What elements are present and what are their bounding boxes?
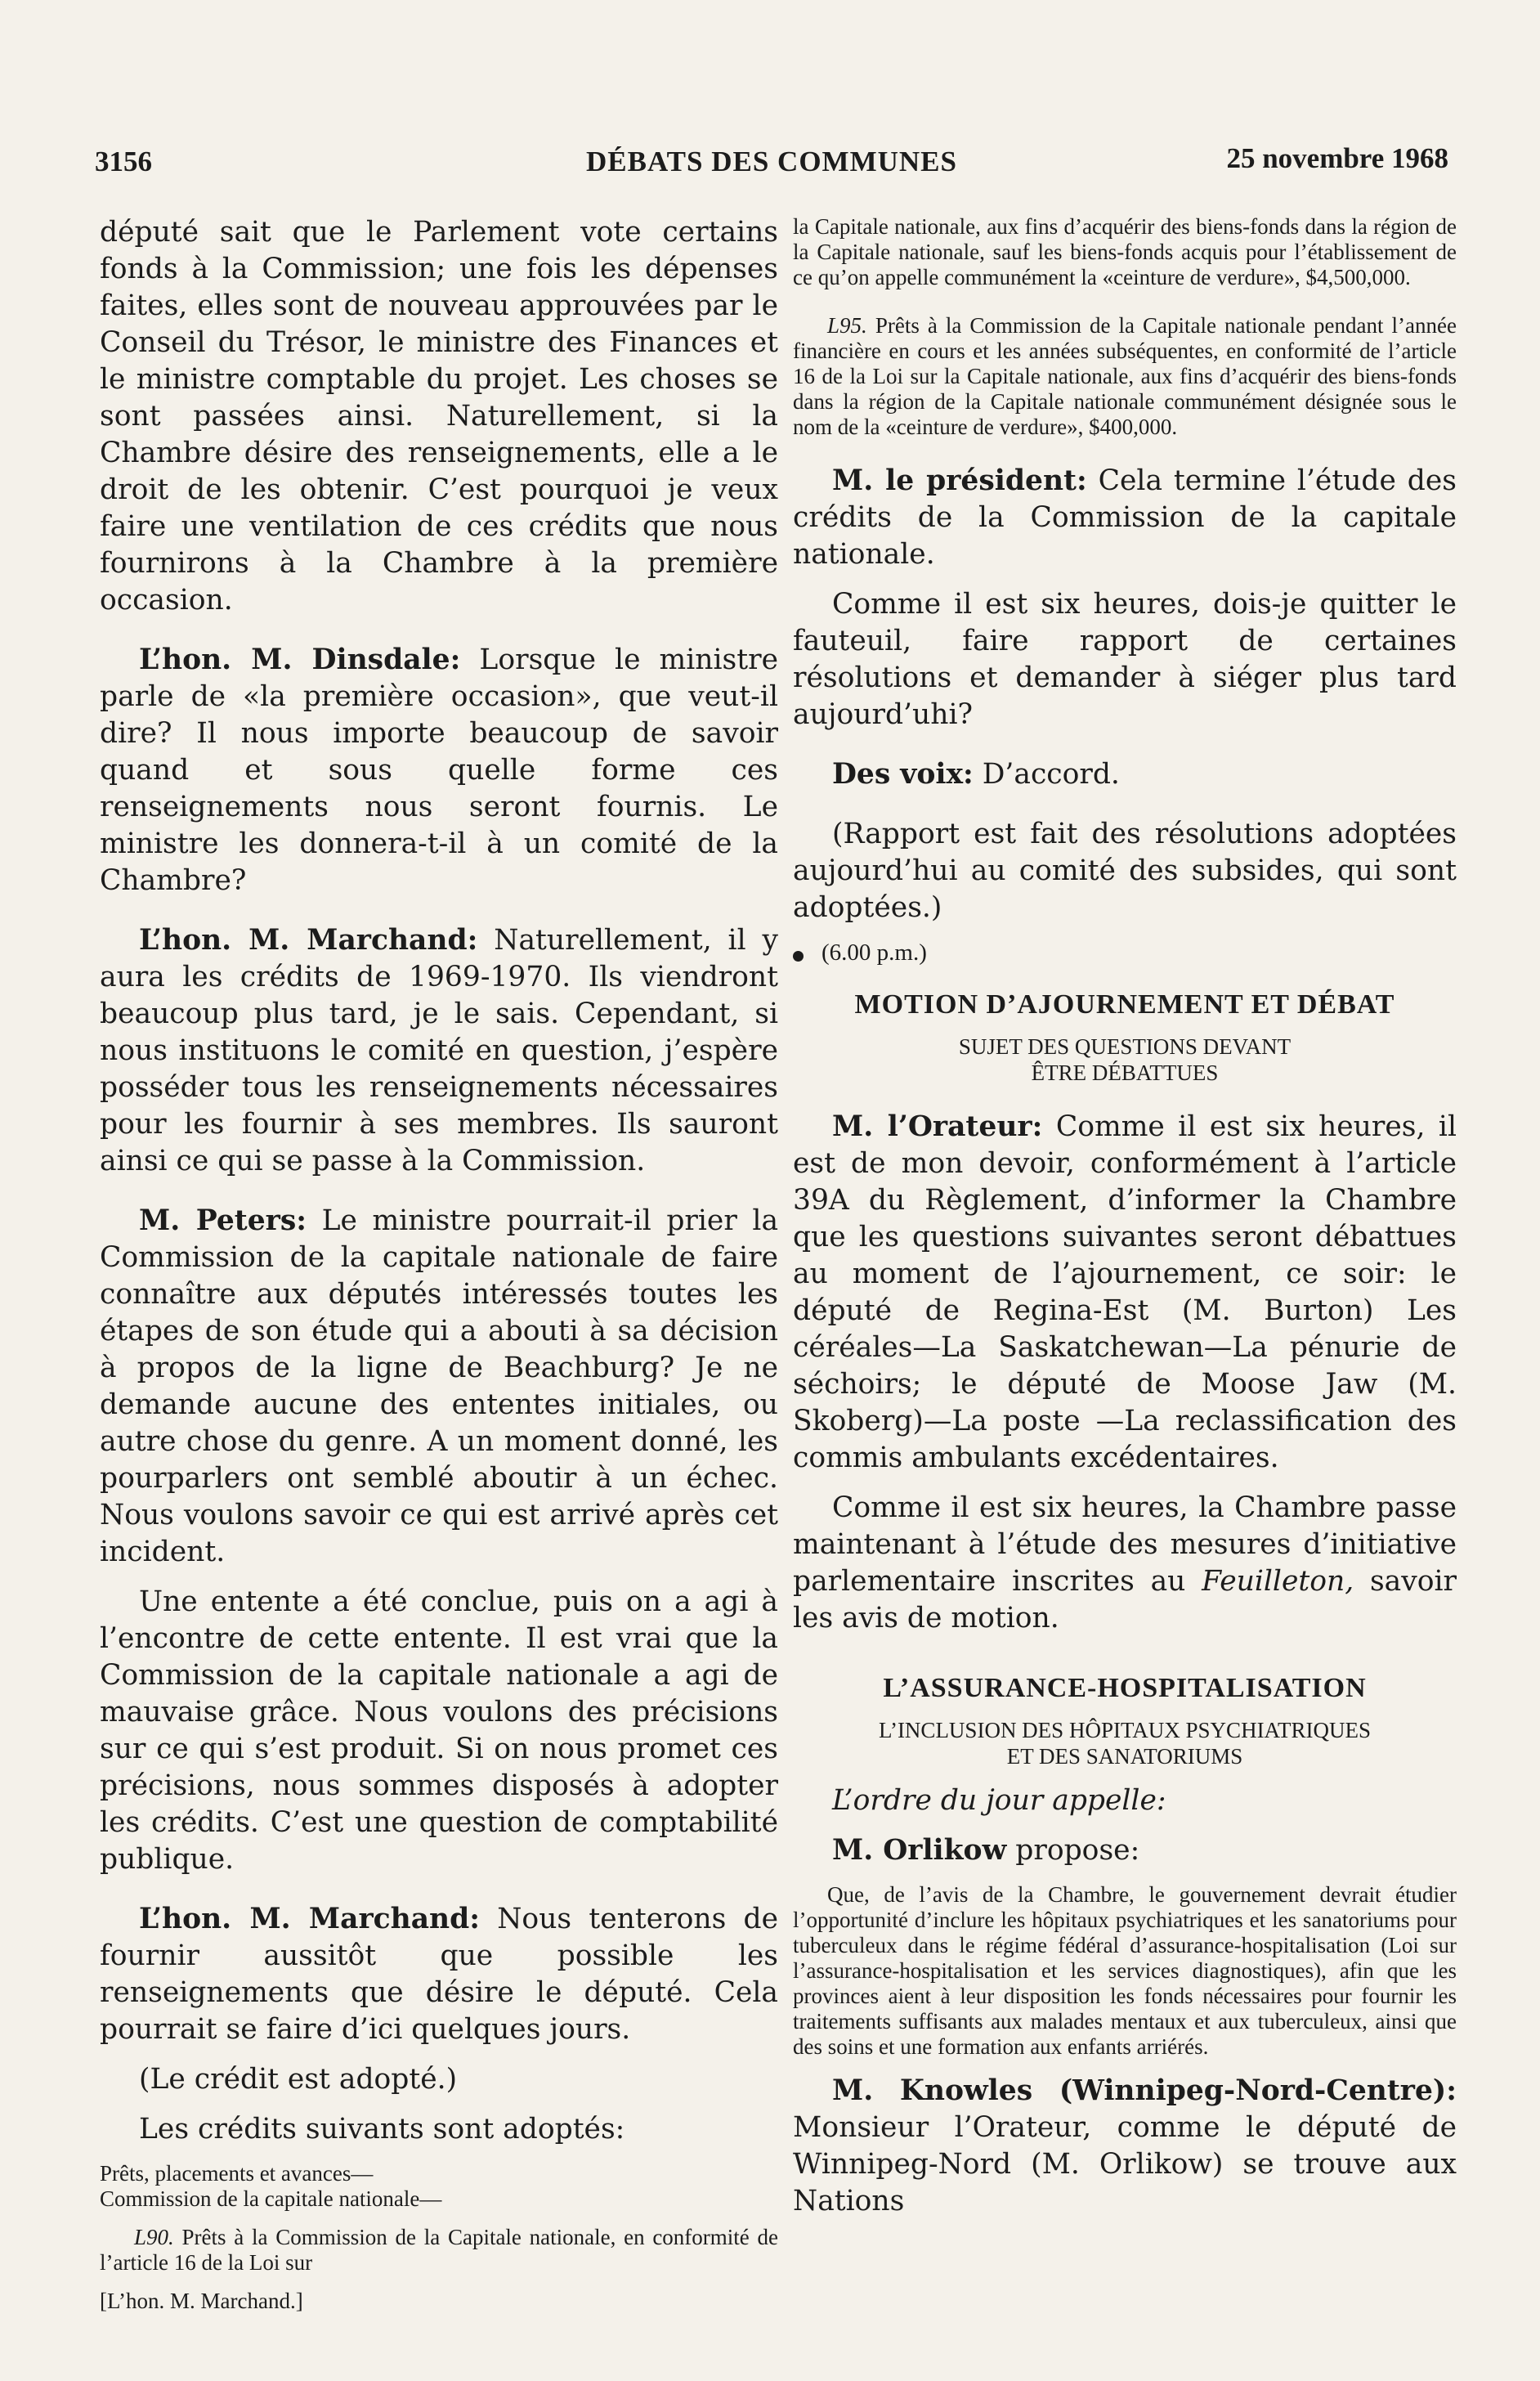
speech-dinsdale: L’hon. M. Dinsdale: Lorsque le ministre parle de «la première occasion», que veut-il dire? Il nous importe beaucoup de savoir quand et sous quelle forme ces renseignements nous seront fournis. Le ministre les donnera-t-il à un comité de la Chambre? [100, 643, 779, 897]
right-column [793, 214, 1457, 2220]
page-date: 25 novembre 1968 [1226, 142, 1448, 174]
speech-president: M. le président: Cela termine l’étude des crédits de la Commission de la capitale nationale. [793, 464, 1457, 571]
speech-peters-cont: Une entente a été conclue, puis on a agi à l’encontre de cette entente. Il est vrai que la Commission de la capitale nationale a agi de mauvaise grâce. Nous voulons des précisions sur ce qui s’est produit. Si on nous promet ces précisions, nous sommes disposés à adopter les crédits. C’est une question de comptabilité publique. [100, 1585, 778, 1876]
speech-marchand-1: L’hon. M. Marchand: Naturellement, il y aura les crédits de 1969-1970. Ils viendront beaucoup plus tard, je le sais. Cependant, si nous instituons le comité en question, j’espère posséder tous les renseignements nécessaires pour les fournir à ses membres. Ils sauront ainsi ce qui se passe à la Commission. [100, 924, 778, 1177]
bullet-icon [793, 951, 804, 962]
speech-knowles: M. Knowles (Winnipeg-Nord-Centre): Monsieur l’Orateur, comme le député de Winnipeg-Nord (M. Orlikow) se trouve aux Nations [793, 2074, 1457, 2217]
section-heading-assurance: L’ASSURANCE-HOSPITALISATION [883, 1673, 1367, 1703]
speaker-name: M. Orlikow [832, 1834, 1007, 1867]
vote-l90-cont: la Capitale nationale, aux fins d’acquérir des biens-fonds dans la région de la Capitale nationale, sauf les biens-fonds acquis pour l’établissement de ce qu’on appelle communément la «ceinture de verdure», $4,500,000. [793, 214, 1457, 289]
subheading-inclusion-1: L’INCLUSION DES HÔPITAUX PSYCHIATRIQUES [878, 1718, 1372, 1742]
speaker-name: M. le président: [832, 464, 1087, 497]
section-heading-motion: MOTION D’AJOURNEMENT ET DÉBAT [854, 989, 1395, 1020]
page-header [95, 139, 1448, 188]
speaker-name: L’hon. M. Marchand: [139, 1903, 481, 1935]
vote-l90: L90. Prêts à la Commission de la Capitale nationale, en conformité de l’article 16 de la Loi sur [100, 2225, 779, 2275]
speech-orateur: M. l’Orateur: Comme il est six heures, il est de mon devoir, conformément à l’article 39A du Règlement, d’informer la Chambre que les questions suivantes seront débattues au moment de l’ajournement, ce soir: le député de Regina-Est (M. Burton) Les céréales—La Saskatchewan—La pénurie de séchoirs; le député de Moose Jaw (M. Skoberg)—La poste —La reclassification des commis ambulants excédentaires. [793, 1110, 1457, 1474]
loans-heading-2: Commission de la capitale nationale— [100, 2186, 442, 2211]
speech-voices: Des voix: D’accord. [832, 758, 1120, 791]
paragraph-continuation: député sait que le Parlement vote certains fonds à la Commission; une fois les dépenses faites, elles sont de nouveau approuvées par le Conseil du Trésor, le ministre des Finances et le ministre comptable du projet. Les choses se sont passées ainsi. Naturellement, si la Chambre désire des renseignements, elle a le droit de les obtenir. C’est pourquoi je veux faire une ventilation de ces crédits que nous fournirons à la Chambre à la première occasion. [100, 216, 778, 617]
speaker-name: M. Knowles (Winnipeg-Nord-Centre): [832, 2074, 1457, 2107]
report-note: (Rapport est fait des résolutions adoptées aujourd’hui au comité des subsides, qui sont adoptées.) [793, 818, 1457, 924]
speaker-name: Des voix: [832, 758, 974, 791]
subheading-line-2: ÊTRE DÉBATTUES [1031, 1060, 1219, 1085]
subheading-inclusion-2: ET DES SANATORIUMS [1006, 1744, 1243, 1769]
vote-l95: L95. Prêts à la Commission de la Capitale nationale pendant l’année financière en cours et les années subséquentes, en conformité de l’article 16 de la Loi sur la Capitale nationale, aux fins d’acquérir des biens-fonds dans la région de la Capitale nationale communément désignée sous le nom de la «ceinture de verdure», $400,000. [793, 313, 1457, 439]
credit-adopted: (Le crédit est adopté.) [139, 2063, 458, 2096]
speaker-name: M. l’Orateur: [832, 1110, 1043, 1143]
speech-president-cont: Comme il est six heures, dois-je quitter le fauteuil, faire rapport de certaines résolutions et demander à siéger plus tard aujourd’uhi? [793, 588, 1457, 731]
loans-heading-1: Prêts, placements et avances— [100, 2161, 374, 2186]
speaker-name: L’hon. M. Dinsdale: [139, 643, 461, 676]
footer-attribution: [L’hon. M. Marchand.] [100, 2289, 303, 2313]
order-of-day: L’ordre du jour appelle: [832, 1784, 1166, 1817]
motion-text: Que, de l’avis de la Chambre, le gouvernement devrait étudier l’opportunité d’inclure les hôpitaux psychiatriques et les sanatoriums pour tuberculeux dans le régime fédéral d’assurance-hospitalisation (Loi sur l’assurance-hospitalisation et les services diagnostiques), afin que les provinces aient à leur disposition les fonds nécessaires pour fournir les traitements suffisants aux malades mentaux et aux tuberculeux, ainsi que des soins et une formation aux enfants arriérés. [793, 1882, 1457, 2059]
speaker-name: L’hon. M. Marchand: [139, 924, 478, 957]
publication-title: DÉBATS DES COMMUNES [586, 146, 957, 177]
following-credits: Les crédits suivants sont adoptés: [139, 2113, 625, 2146]
speech-orateur-cont: Comme il est six heures, la Chambre passe maintenant à l’étude des mesures d’initiative parlementaire inscrites au Feuilleton, savoir les avis de motion. [793, 1491, 1457, 1634]
time-marker: (6.00 p.m.) [793, 939, 1457, 966]
page-number: 3156 [95, 146, 152, 177]
speech-orlikow: M. Orlikow propose: [832, 1834, 1140, 1867]
subheading-line-1: SUJET DES QUESTIONS DEVANT [958, 1034, 1292, 1059]
speaker-name: M. Peters: [139, 1204, 307, 1237]
speech-peters: M. Peters: Le ministre pourrait-il prier la Commission de la capitale nationale de faire connaître aux députés intéressés toutes les étapes de son étude qui a abouti à sa décision à propos de la ligne de Beachburg? Je ne demande aucune des ententes initiales, ou autre chose du genre. A un moment donné, les pourparlers ont semblé aboutir à un échec. Nous voulons savoir ce qui est arrivé après cet incident. [100, 1204, 779, 1568]
left-column [100, 214, 778, 2314]
speech-marchand-2: L’hon. M. Marchand: Nous tenterons de fournir aussitôt que possible les renseignements que désire le député. Cela pourrait se faire d’ici quelques jours. [100, 1903, 779, 2046]
